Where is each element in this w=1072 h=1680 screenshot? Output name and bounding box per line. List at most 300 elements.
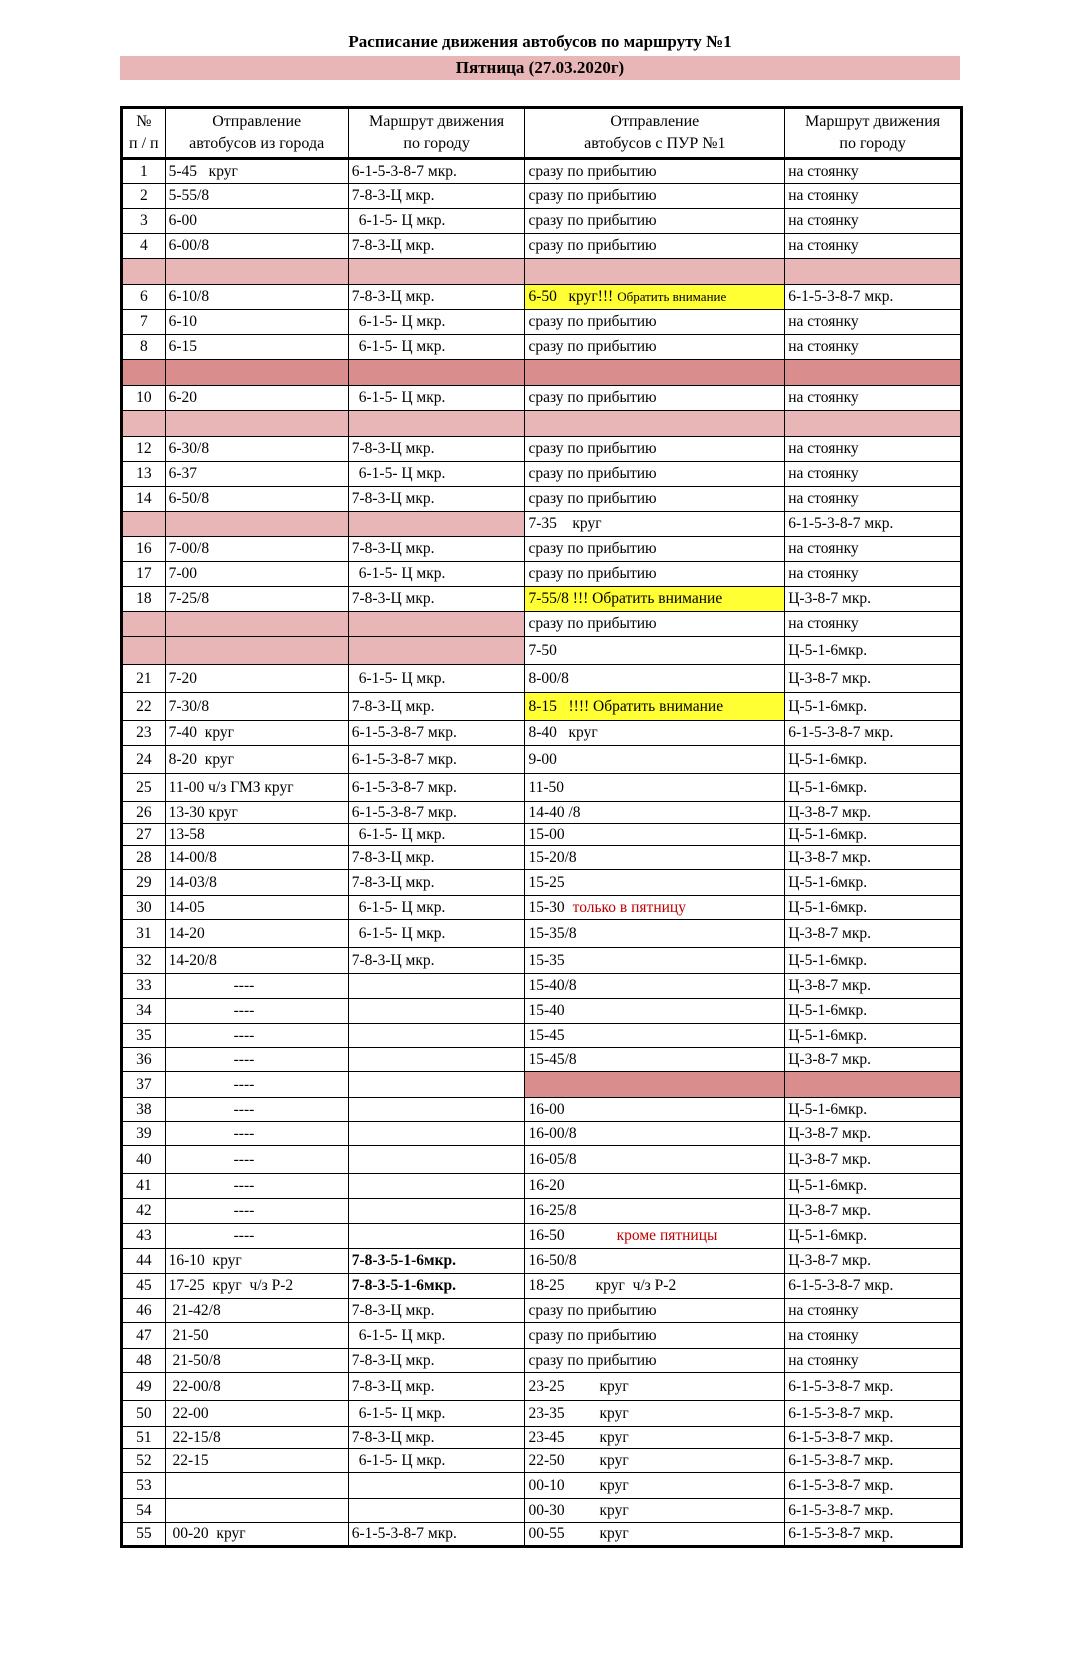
departure-pur-text: 16-50 (528, 1227, 565, 1244)
route-pur-cell: 6-1-5-3-8-7 мкр. (785, 1499, 962, 1523)
schedule-table (120, 106, 963, 1548)
departure-pur-text: 00-30 круг (528, 1501, 629, 1519)
route-pur-cell: 6-1-5-3-8-7 мкр. (785, 285, 962, 310)
route-pur-cell: на стоянку (785, 335, 962, 360)
row-number-cell: 8 (122, 335, 166, 360)
row-number-cell: 24 (122, 746, 166, 774)
route-city-cell: 6-1-5-3-8-7 мкр. (348, 159, 525, 184)
departure-pur-cell (525, 1249, 785, 1274)
departure-pur-text: сразу по прибытию (528, 440, 657, 457)
table-row (122, 1323, 962, 1349)
row-number-cell: 55 (122, 1523, 166, 1547)
table-row (122, 999, 962, 1024)
route-city-cell (348, 974, 525, 999)
route-city-cell: 7-8-3-Ц мкр. (348, 437, 525, 462)
route-city-cell: 7-8-3-5-1-6мкр. (348, 1274, 525, 1299)
table-row (122, 1274, 962, 1299)
row-number-cell: 12 (122, 437, 166, 462)
route-city-cell: 7-8-3-Ц мкр. (348, 1299, 525, 1323)
table-row (122, 870, 962, 896)
row-number-cell: 27 (122, 824, 166, 846)
row-number-cell (122, 360, 166, 386)
route-city-cell (348, 360, 525, 386)
departure-pur-text: сразу по прибытию (528, 187, 657, 204)
row-number-cell: 36 (122, 1048, 166, 1072)
route-pur-cell: на стоянку (785, 1323, 962, 1349)
route-pur-cell: Ц-5-1-6мкр. (785, 999, 962, 1024)
departure-city-cell: 21-50/8 (165, 1349, 348, 1373)
route-pur-cell: 6-1-5-3-8-7 мкр. (785, 1449, 962, 1473)
departure-pur-cell (525, 1499, 785, 1523)
route-pur-cell: Ц-5-1-6мкр. (785, 870, 962, 896)
route-pur-cell: на стоянку (785, 462, 962, 487)
row-number-cell: 44 (122, 1249, 166, 1274)
departure-city-cell: 22-15/8 (165, 1427, 348, 1449)
departure-pur-text: сразу по прибытию (528, 465, 657, 482)
departure-pur-cell (525, 360, 785, 386)
route-city-cell: 6-1-5- Ц мкр. (348, 310, 525, 335)
departure-pur-text: 16-00/8 (528, 1124, 577, 1142)
departure-pur-cell (525, 209, 785, 234)
table-row (122, 1024, 962, 1048)
departure-pur-cell (525, 512, 785, 537)
route-city-cell: 7-8-3-Ц мкр. (348, 1373, 525, 1401)
table-row (122, 974, 962, 999)
route-pur-cell: Ц-5-1-6мкр. (785, 896, 962, 920)
departure-city-cell: 7-20 (165, 665, 348, 693)
departure-pur-text: сразу по прибытию (528, 237, 657, 254)
departure-city-cell: 21-50 (165, 1323, 348, 1349)
departure-city-cell: 14-03/8 (165, 870, 348, 896)
header-dep-pur (525, 108, 785, 159)
route-pur-cell: Ц-5-1-6мкр. (785, 1224, 962, 1249)
route-pur-cell: 6-1-5-3-8-7 мкр. (785, 1473, 962, 1499)
table-row (122, 159, 962, 184)
header-num-line1: № (136, 113, 152, 130)
route-city-cell: 7-8-3-Ц мкр. (348, 948, 525, 974)
row-number-cell: 17 (122, 562, 166, 587)
departure-city-cell: 6-15 (165, 335, 348, 360)
row-number-cell: 7 (122, 310, 166, 335)
route-pur-cell: Ц-3-8-7 мкр. (785, 1199, 962, 1224)
departure-city-cell: 7-00 (165, 562, 348, 587)
route-pur-cell: на стоянку (785, 159, 962, 184)
table-row (122, 1199, 962, 1224)
departure-pur-cell (525, 259, 785, 285)
route-pur-cell: на стоянку (785, 612, 962, 637)
route-pur-cell: Ц-3-8-7 мкр. (785, 587, 962, 612)
schedule-body (122, 108, 962, 1547)
departure-pur-text: сразу по прибытию (528, 540, 657, 557)
route-city-cell: 6-1-5- Ц мкр. (348, 386, 525, 411)
departure-pur-text: сразу по прибытию (528, 212, 657, 229)
route-pur-cell: на стоянку (785, 310, 962, 335)
row-number-cell (122, 411, 166, 437)
departure-city-cell: 6-10/8 (165, 285, 348, 310)
table-row (122, 537, 962, 562)
route-city-cell (348, 1199, 525, 1224)
table-row (122, 1249, 962, 1274)
departure-city-cell (165, 512, 348, 537)
table-row (122, 512, 962, 537)
departure-pur-text: сразу по прибытию (528, 389, 657, 406)
departure-pur-cell (525, 1224, 785, 1249)
route-city-cell: 6-1-5- Ц мкр. (348, 562, 525, 587)
table-row (122, 462, 962, 487)
route-city-cell (348, 1499, 525, 1523)
row-number-cell: 45 (122, 1274, 166, 1299)
departure-city-cell: 7-30/8 (165, 693, 348, 721)
departure-city-cell: 22-00/8 (165, 1373, 348, 1401)
row-number-cell: 29 (122, 870, 166, 896)
departure-pur-text: сразу по прибытию (528, 1301, 657, 1319)
departure-city-cell: ---- (165, 999, 348, 1024)
header-num-line2: п / п (129, 135, 159, 152)
row-number-cell: 47 (122, 1323, 166, 1349)
departure-city-cell: 13-58 (165, 824, 348, 846)
row-number-cell: 2 (122, 184, 166, 209)
departure-pur-text: 8-00/8 (528, 669, 569, 687)
departure-pur-cell (525, 1072, 785, 1098)
table-row (122, 386, 962, 411)
route-pur-cell: на стоянку (785, 209, 962, 234)
departure-city-cell: 6-50/8 (165, 487, 348, 512)
departure-city-cell: ---- (165, 1174, 348, 1199)
route-pur-cell: Ц-5-1-6мкр. (785, 1174, 962, 1199)
route-city-cell: 6-1-5- Ц мкр. (348, 1449, 525, 1473)
departure-pur-cell (525, 1299, 785, 1323)
departure-pur-cell (525, 920, 785, 948)
departure-pur-text: 15-35 (528, 951, 565, 969)
route-pur-cell: на стоянку (785, 537, 962, 562)
route-city-cell: 7-8-3-Ц мкр. (348, 537, 525, 562)
table-row (122, 335, 962, 360)
departure-city-cell: 14-20 (165, 920, 348, 948)
route-city-cell (348, 1072, 525, 1098)
departure-pur-cell (525, 824, 785, 846)
route-city-cell: 6-1-5-3-8-7 мкр. (348, 1523, 525, 1547)
row-number-cell (122, 259, 166, 285)
header-route-pur (785, 108, 962, 159)
table-row (122, 802, 962, 824)
departure-pur-text: 23-25 круг (528, 1377, 629, 1395)
row-number-cell (122, 637, 166, 665)
route-pur-cell: 6-1-5-3-8-7 мкр. (785, 1373, 962, 1401)
table-row (122, 234, 962, 259)
route-pur-cell (785, 259, 962, 285)
departure-pur-text: 15-35/8 (528, 924, 577, 942)
table-row (122, 846, 962, 870)
route-pur-cell: 6-1-5-3-8-7 мкр. (785, 512, 962, 537)
row-number-cell: 38 (122, 1098, 166, 1122)
departure-pur-cell (525, 335, 785, 360)
table-row (122, 310, 962, 335)
row-number-cell: 22 (122, 693, 166, 721)
route-city-cell (348, 1098, 525, 1122)
departure-pur-cell (525, 159, 785, 184)
row-number-cell: 48 (122, 1349, 166, 1373)
departure-city-cell: 00-20 круг (165, 1523, 348, 1547)
departure-city-cell: ---- (165, 1024, 348, 1048)
route-city-cell: 7-8-3-Ц мкр. (348, 693, 525, 721)
route-pur-cell: Ц-5-1-6мкр. (785, 824, 962, 846)
row-number-cell: 1 (122, 159, 166, 184)
route-pur-cell: 6-1-5-3-8-7 мкр. (785, 1523, 962, 1547)
departure-pur-cell (525, 1449, 785, 1473)
table-row (122, 1098, 962, 1122)
departure-pur-cell (525, 1122, 785, 1146)
departure-pur-text: 16-05/8 (528, 1150, 577, 1168)
departure-city-cell: 11-00 ч/з ГМЗ круг (165, 774, 348, 802)
departure-pur-cell (525, 1174, 785, 1199)
row-number-cell: 30 (122, 896, 166, 920)
departure-city-cell: 6-10 (165, 310, 348, 335)
route-pur-cell: Ц-3-8-7 мкр. (785, 1048, 962, 1072)
route-pur-cell: Ц-3-8-7 мкр. (785, 665, 962, 693)
route-pur-cell (785, 411, 962, 437)
table-row (122, 1499, 962, 1523)
row-number-cell: 54 (122, 1499, 166, 1523)
departure-pur-cell (525, 310, 785, 335)
route-pur-cell: Ц-3-8-7 мкр. (785, 1249, 962, 1274)
route-city-cell: 6-1-5- Ц мкр. (348, 824, 525, 846)
route-city-cell: 7-8-3-Ц мкр. (348, 1427, 525, 1449)
departure-pur-text: 15-45 (528, 1026, 565, 1044)
departure-city-cell: 16-10 круг (165, 1249, 348, 1274)
route-city-cell: 6-1-5- Ц мкр. (348, 209, 525, 234)
departure-pur-cell (525, 285, 785, 310)
route-pur-cell: Ц-3-8-7 мкр. (785, 1122, 962, 1146)
table-row (122, 1373, 962, 1401)
row-number-cell: 40 (122, 1146, 166, 1174)
departure-pur-cell (525, 948, 785, 974)
departure-city-cell (165, 1473, 348, 1499)
departure-pur-text: 16-00 (528, 1100, 565, 1118)
route-city-cell (348, 1174, 525, 1199)
route-city-cell (348, 1224, 525, 1249)
departure-pur-cell (525, 1199, 785, 1224)
row-number-cell: 42 (122, 1199, 166, 1224)
table-row (122, 1072, 962, 1098)
departure-pur-text: 15-40 (528, 1002, 565, 1019)
departure-pur-text: сразу по прибытию (528, 615, 657, 632)
table-row (122, 1174, 962, 1199)
departure-pur-text: 11-50 (528, 778, 565, 796)
route-city-cell (348, 411, 525, 437)
departure-pur-text: 16-25/8 (528, 1202, 577, 1219)
departure-pur-cell (525, 462, 785, 487)
header-dep-pur-line1: Отправление (610, 113, 700, 130)
departure-pur-cell (525, 1523, 785, 1547)
header-route-pur-line2: по городу (839, 135, 906, 152)
departure-city-cell: 5-45 круг (165, 159, 348, 184)
header-dep-city-line1: Отправление (212, 113, 302, 130)
departure-city-cell: 21-42/8 (165, 1299, 348, 1323)
row-number-cell: 14 (122, 487, 166, 512)
route-pur-cell: Ц-5-1-6мкр. (785, 693, 962, 721)
table-row (122, 693, 962, 721)
table-row (122, 746, 962, 774)
route-pur-cell: 6-1-5-3-8-7 мкр. (785, 1401, 962, 1427)
table-row (122, 562, 962, 587)
departure-pur-text: 00-10 круг (528, 1476, 629, 1494)
route-city-cell: 7-8-3-Ц мкр. (348, 870, 525, 896)
departure-city-cell: ---- (165, 974, 348, 999)
header-dep-city-line2: автобусов из города (189, 135, 325, 152)
row-number-cell: 10 (122, 386, 166, 411)
table-row (122, 209, 962, 234)
route-pur-cell: на стоянку (785, 1349, 962, 1373)
row-number-cell: 3 (122, 209, 166, 234)
row-number-cell (122, 612, 166, 637)
header-route-city (348, 108, 525, 159)
departure-pur-text: 15-00 (528, 825, 565, 843)
departure-pur-cell (525, 693, 785, 721)
route-city-cell: 7-8-3-Ц мкр. (348, 846, 525, 870)
table-row (122, 437, 962, 462)
table-header-row (122, 108, 962, 159)
schedule-note: кроме пятницы (616, 1227, 718, 1244)
departure-pur-cell (525, 386, 785, 411)
departure-pur-text: 23-45 круг (528, 1428, 629, 1446)
route-city-cell: 6-1-5- Ц мкр. (348, 335, 525, 360)
departure-pur-cell (525, 437, 785, 462)
route-city-cell (348, 1048, 525, 1072)
departure-pur-cell (525, 234, 785, 259)
attention-note: Обратить внимание (617, 289, 727, 304)
departure-pur-cell (525, 537, 785, 562)
departure-pur-cell (525, 1349, 785, 1373)
departure-city-cell (165, 259, 348, 285)
route-city-cell (348, 1473, 525, 1499)
departure-city-cell: 6-00/8 (165, 234, 348, 259)
schedule-note: только в пятницу (572, 898, 686, 916)
route-pur-cell: 6-1-5-3-8-7 мкр. (785, 1274, 962, 1299)
departure-pur-text: 7-50 (528, 641, 557, 659)
departure-pur-cell (525, 1401, 785, 1427)
route-pur-cell: Ц-3-8-7 мкр. (785, 802, 962, 824)
route-city-cell: 6-1-5- Ц мкр. (348, 896, 525, 920)
route-city-cell: 6-1-5- Ц мкр. (348, 920, 525, 948)
table-row (122, 360, 962, 386)
table-row (122, 1146, 962, 1174)
route-city-cell: 7-8-3-Ц мкр. (348, 285, 525, 310)
table-row (122, 1048, 962, 1072)
row-number-cell: 32 (122, 948, 166, 974)
route-pur-cell: на стоянку (785, 487, 962, 512)
route-pur-cell: на стоянку (785, 184, 962, 209)
table-row (122, 411, 962, 437)
departure-pur-cell (525, 562, 785, 587)
departure-pur-cell (525, 1323, 785, 1349)
route-city-cell (348, 1146, 525, 1174)
departure-city-cell: 17-25 круг ч/з Р-2 (165, 1274, 348, 1299)
header-dep-city (165, 108, 348, 159)
departure-pur-text: 14-40 /8 (528, 803, 581, 821)
departure-pur-cell (525, 802, 785, 824)
table-row (122, 1349, 962, 1373)
departure-city-cell: 14-05 (165, 896, 348, 920)
table-row (122, 1427, 962, 1449)
route-city-cell (348, 637, 525, 665)
route-pur-cell (785, 1072, 962, 1098)
table-row (122, 637, 962, 665)
departure-pur-cell (525, 1427, 785, 1449)
departure-pur-cell (525, 1048, 785, 1072)
departure-city-cell: ---- (165, 1048, 348, 1072)
row-number-cell: 28 (122, 846, 166, 870)
departure-city-cell: 6-00 (165, 209, 348, 234)
route-pur-cell: Ц-5-1-6мкр. (785, 774, 962, 802)
departure-pur-cell (525, 1146, 785, 1174)
route-pur-cell: Ц-5-1-6мкр. (785, 746, 962, 774)
row-number-cell: 13 (122, 462, 166, 487)
row-number-cell: 51 (122, 1427, 166, 1449)
route-city-cell (348, 612, 525, 637)
row-number-cell: 33 (122, 974, 166, 999)
departure-pur-cell (525, 846, 785, 870)
departure-pur-cell (525, 1098, 785, 1122)
departure-pur-cell (525, 1274, 785, 1299)
table-row (122, 948, 962, 974)
departure-pur-text: 15-40/8 (528, 977, 577, 994)
departure-pur-cell (525, 721, 785, 746)
table-row (122, 285, 962, 310)
table-row (122, 184, 962, 209)
departure-pur-cell (525, 974, 785, 999)
departure-city-cell: 7-40 круг (165, 721, 348, 746)
row-number-cell: 16 (122, 537, 166, 562)
departure-city-cell: 22-15 (165, 1449, 348, 1473)
row-number-cell: 50 (122, 1401, 166, 1427)
departure-pur-cell (525, 487, 785, 512)
row-number-cell: 18 (122, 587, 166, 612)
departure-pur-text: 16-50/8 (528, 1252, 577, 1269)
table-row (122, 896, 962, 920)
departure-pur-cell (525, 870, 785, 896)
row-number-cell: 52 (122, 1449, 166, 1473)
departure-city-cell: 22-00 (165, 1401, 348, 1427)
table-row (122, 774, 962, 802)
departure-pur-text: 16-20 (528, 1177, 565, 1194)
row-number-cell: 21 (122, 665, 166, 693)
departure-city-cell (165, 612, 348, 637)
departure-pur-cell (525, 637, 785, 665)
departure-pur-text: сразу по прибытию (528, 313, 657, 330)
page-title: Расписание движения автобусов по маршруту №1 (348, 32, 732, 51)
departure-pur-cell (525, 1024, 785, 1048)
departure-pur-text: 8-15 !!!! Обратить внимание (528, 697, 724, 715)
route-pur-cell: Ц-3-8-7 мкр. (785, 920, 962, 948)
departure-pur-text: сразу по прибытию (528, 338, 657, 355)
departure-pur-cell (525, 774, 785, 802)
departure-pur-text: 22-50 круг (528, 1451, 629, 1469)
departure-city-cell: 6-37 (165, 462, 348, 487)
route-city-cell (348, 259, 525, 285)
departure-pur-text: сразу по прибытию (528, 490, 657, 507)
departure-city-cell: 5-55/8 (165, 184, 348, 209)
table-row (122, 824, 962, 846)
route-city-cell: 6-1-5- Ц мкр. (348, 462, 525, 487)
departure-city-cell: ---- (165, 1098, 348, 1122)
departure-city-cell: 8-20 круг (165, 746, 348, 774)
route-pur-cell: Ц-5-1-6мкр. (785, 637, 962, 665)
row-number-cell: 37 (122, 1072, 166, 1098)
table-row (122, 665, 962, 693)
departure-pur-text: 15-25 (528, 873, 565, 891)
route-city-cell: 7-8-3-Ц мкр. (348, 234, 525, 259)
departure-pur-text: сразу по прибытию (528, 162, 657, 180)
